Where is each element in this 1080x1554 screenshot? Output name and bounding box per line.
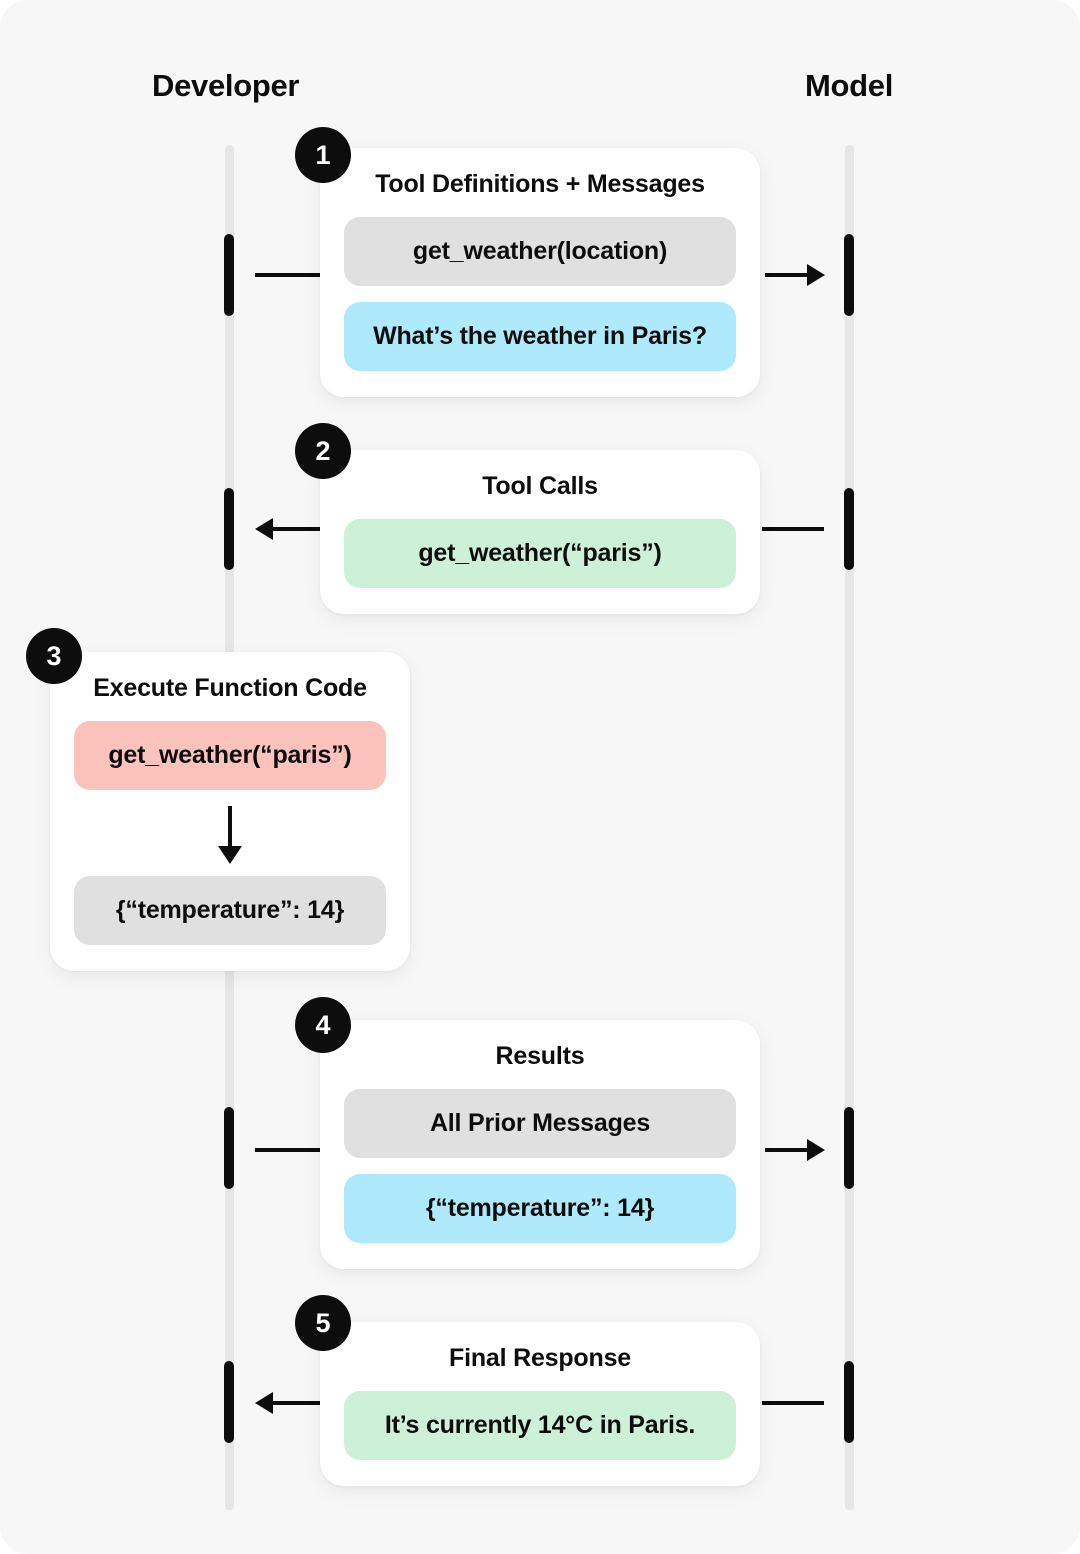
connector-step-2-right [762, 527, 824, 531]
card-step-3 [50, 652, 410, 971]
tick-developer-step-5 [224, 1361, 234, 1443]
column-header-model: Model [805, 68, 894, 103]
arrow-right-icon [807, 264, 825, 286]
lifeline-model [845, 145, 854, 1510]
card-step-1 [320, 148, 760, 397]
pill-step-1-item-1: get_weather(location) [344, 217, 736, 286]
connector-step-5-right [762, 1401, 824, 1405]
arrow-right-icon-2 [807, 1139, 825, 1161]
connector-step-4-right [765, 1148, 810, 1152]
arrow-down-icon [74, 806, 386, 870]
tick-model-step-1 [844, 234, 854, 316]
tick-model-step-2 [844, 488, 854, 570]
step-badge-1: 1 [295, 127, 351, 183]
card-step-5 [320, 1322, 760, 1486]
connector-step-1-right [765, 273, 810, 277]
pill-step-2-item-1: get_weather(“paris”) [344, 519, 736, 588]
step-badge-3: 3 [26, 628, 82, 684]
tick-developer-step-1 [224, 234, 234, 316]
card-title-step-4: Results [495, 1042, 585, 1070]
card-title-step-3: Execute Function Code [93, 674, 367, 702]
connector-step-1-left [255, 273, 325, 277]
pill-step-1-item-2: What’s the weather in Paris? [344, 302, 736, 371]
step-badge-2: 2 [295, 423, 351, 479]
card-title-step-1: Tool Definitions + Messages [375, 170, 705, 198]
tick-model-step-4 [844, 1107, 854, 1189]
step-badge-5: 5 [295, 1295, 351, 1351]
connector-step-2-left [272, 527, 327, 531]
arrow-left-icon-2 [255, 1392, 273, 1414]
connector-step-4-left [255, 1148, 325, 1152]
card-title-step-2: Tool Calls [482, 472, 598, 500]
tick-developer-step-2 [224, 488, 234, 570]
step-badge-4: 4 [295, 997, 351, 1053]
pill-step-4-item-2: {“temperature”: 14} [344, 1174, 736, 1243]
pill-step-4-item-1: All Prior Messages [344, 1089, 736, 1158]
pill-step-3-item-2: {“temperature”: 14} [74, 876, 386, 945]
card-title-step-5: Final Response [449, 1344, 631, 1372]
arrow-left-icon [255, 518, 273, 540]
tick-developer-step-4 [224, 1107, 234, 1189]
card-step-2 [320, 450, 760, 614]
column-header-developer: Developer [152, 68, 300, 103]
tick-model-step-5 [844, 1361, 854, 1443]
connector-step-5-left [272, 1401, 327, 1405]
pill-step-5-item-1: It’s currently 14°C in Paris. [344, 1391, 736, 1460]
pill-step-3-item-1: get_weather(“paris”) [74, 721, 386, 790]
card-step-4 [320, 1020, 760, 1269]
